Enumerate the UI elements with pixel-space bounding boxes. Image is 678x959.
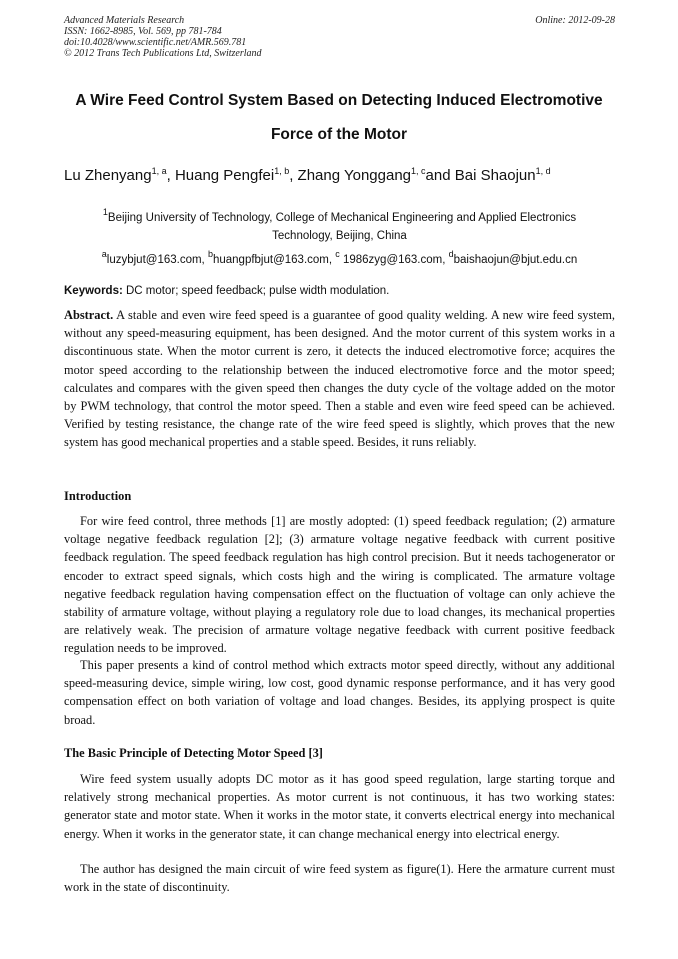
email-address[interactable]: 1986zyg@163.com, (339, 254, 449, 266)
author-name: Zhang Yonggang (297, 167, 411, 184)
email-list (64, 245, 615, 269)
abstract (64, 306, 615, 452)
paper-title-line-2: Force of the Motor (270, 126, 408, 143)
email-address[interactable]: luzybjut@163.com, (106, 254, 208, 266)
email-address[interactable]: huangpfbjut@163.com, (212, 254, 336, 266)
author-list (64, 166, 624, 184)
email-sup: c (335, 249, 340, 259)
email-sup: b (207, 249, 213, 259)
copyright-line: © 2012 Trans Tech Publications Ltd, Switzerland (64, 48, 262, 59)
author-separator: , (289, 167, 298, 184)
keywords (64, 285, 615, 297)
paper-title-line-1: A Wire Feed Control System Based on Detecting Induced Electromotive (75, 92, 603, 109)
email-sup: d (448, 249, 454, 259)
section-heading-principle: The Basic Principle of Detecting Motor Speed [3] (64, 746, 323, 760)
doi-line: doi:10.4028/www.scientific.net/AMR.569.781 (64, 37, 247, 48)
affiliation-line-1: Beijing University of Technology, College of Mechanical Engineering and Applied Electronics (107, 212, 577, 224)
author-separator: , (166, 167, 175, 184)
intro-paragraph-1: For wire feed control, three methods [1] are mostly adopted: (1) speed feedback regulation; (2) armature voltage negative feedback regulation [2]; (3) armature voltage negative feedback with current positive feedback regulation. The speed feedback regulation has high control precision. But it needs tachogenerator or encoder to extract speed signals, which costs high and the wiring is complicated. The armature voltage negative feedback regulation having compensation effect on the fluctuation of voltage can only achieve the stability of armature voltage, without playing a regulatory role due to load changes, its mechanical properties are relatively weak. The precision of armature voltage negative feedback with current positive feedback regulation needs to be improved. (64, 514, 615, 656)
section-heading-introduction: Introduction (64, 489, 132, 503)
email-address[interactable]: baishaojun@bjut.edu.cn (453, 254, 578, 266)
author-sup: 1, c (411, 166, 426, 176)
online-date: Online: 2012-09-28 (535, 15, 615, 26)
author-name: Bai Shaojun (454, 167, 536, 184)
affiliation (64, 203, 615, 245)
author-name: Lu Zhenyang (64, 167, 152, 184)
journal-header (64, 15, 615, 59)
author-name: Huang Pengfei (174, 167, 275, 184)
affiliation-line-2: Technology, Beijing, China (272, 230, 407, 242)
keywords-text: DC motor; speed feedback; pulse width modulation. (122, 285, 390, 297)
author-sup: 1, b (274, 166, 290, 176)
author-separator: and (425, 167, 455, 184)
author-sup: 1, d (535, 166, 551, 176)
issn-line: ISSN: 1662-8985, Vol. 569, pp 781-784 (64, 26, 222, 37)
abstract-label: Abstract. (64, 308, 114, 322)
email-sup: a (101, 249, 107, 259)
principle-paragraph-1: Wire feed system usually adopts DC motor as it has good speed regulation, large starting torque and relatively strong mechanical properties. As motor current is not continuous, it has two working states: generator state and motor state. When it works in the motor state, it converts electrical energy into mechanical energy. When it works in the generator state, it can change mechanical energy into electrical energy. (64, 772, 615, 841)
affiliation-sup: 1 (102, 207, 108, 217)
abstract-text: A stable and even wire feed speed is a guarantee of good quality welding. A new wire feed system, without any speed-measuring equipment, has been designed. And the motor current of this system works in a discontinuous state. When the motor current is zero, it detects the induced electromotive force; acquires the motor speed according to the relationship between the induced electromotive force and the motor speed; calculates and compares with the given speed then changes the duty cycle of the voltage added on the motor by PWM technology, that control the motor speed. Then a stable and even wire feed speed can be achieved. Verified by testing resistance, the change rate of the wire feed speed is slightly, which proves that the new system has good mechanical properties and a stable speed. Besides, it runs reliably. (64, 308, 615, 450)
principle-paragraph-2: The author has designed the main circuit of wire feed system as figure(1). Here the armature current must work in the state of discontinuity. (64, 862, 615, 895)
author-sup: 1, a (151, 166, 167, 176)
journal-name: Advanced Materials Research (64, 15, 185, 26)
intro-paragraph-2: This paper presents a kind of control method which extracts motor speed directly, without any additional speed-measuring device, simple wiring, low cost, good dynamic response performance, and it has very good compensation effect on both variation of voltage and load changes. Besides, its applying prospect is quite broad. (64, 658, 615, 727)
keywords-label: Keywords: (64, 285, 123, 297)
